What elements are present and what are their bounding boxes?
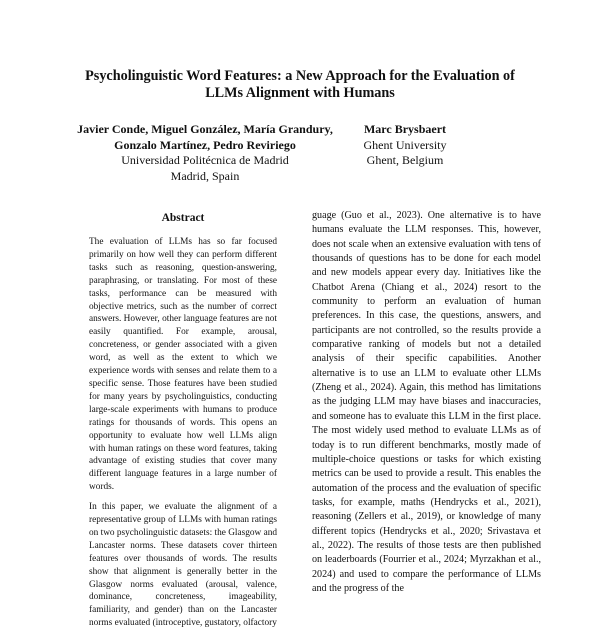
author-block-left [40, 122, 370, 184]
abstract-paragraph-1: The evaluation of LLMs has so far focused primarily on how well they can perform different tasks such as reasoning, question-answering, paraphrasing, or translating. For most of these tasks, performance can be measured with objective metrics, such as the number of correct answers. However, other language features are not easily quantified. For example, arousal, concreteness, or gender associated with a given word, as well as the extent to which we experience words with senses and relate them to a specific sense. Those features have been studied for many years by psycholinguistics, conducting large-scale experiments with humans to produce ratings for thousands of words. This opens an opportunity to evaluate how well LLMs align with human ratings on these word features, taking advantage of existing studies that cover many different language features in a large number of words. [89, 237, 277, 493]
title-line-2: LLMs Alignment with Humans [205, 85, 395, 101]
author-location: Ghent, Belgium [366, 153, 444, 168]
author-affiliation: Ghent University [363, 137, 447, 152]
author-affiliation: Universidad Politécnica de Madrid [121, 153, 289, 168]
abstract-paragraph-2: In this paper, we evaluate the alignment of a representative group of LLMs with human ratings on two psycholinguistic datasets: the Glasgow and Lancaster norms. These datasets cover thirteen features over thousands of words. The results show that alignment is generally better in the Glasgow norms evaluated (arousal, valence, dominance, concreteness, imageability, familiarity, and gender) than on the Lancaster norms evaluated (introceptive, gustatory, olfactory [89, 502, 277, 629]
abstract-heading: Abstract [161, 212, 205, 224]
abstract-body [89, 236, 277, 637]
author-block-right [350, 122, 460, 169]
body-column-right [312, 209, 541, 596]
title-line-1: Psycholinguistic Word Features: a New Approach for the Evaluation of [85, 68, 515, 84]
author-names-line-1: Javier Conde, Miguel González, María Grandury, [77, 122, 333, 136]
body-paragraph: guage (Guo et al., 2023). One alternative is to have humans evaluate the LLM responses. This, however, does not scale when an extensive evaluation with tens of thousands of questions has to be done for each model and new models appear every day. Initiatives like the Chatbot Arena (Chiang et al., 2024) resort to the community to perform an evaluation of human preferences. In this case, the questions, answers, and participants are not controlled, so the results provide a comparative ranking of models but not a detailed analysis of their specific capabilities. Another alternative is to use an LLM to evaluate other LLMs (Zheng et al., 2024). Again, this method has limitations as the judging LLM may have biases and inaccuracies, and someone has to evaluate this LLM in the first place. The most widely used method to evaluate LLMs as of today is to run different benchmarks, mostly made of multiple-choice questions or tasks for which existing metrics can be used to provide a result. This enables the automation of the process and the evaluation of specific tasks, for example, maths (Hendrycks et al., 2021), reasoning (Zellers et al., 2019), or knowledge of many different topics (Hendrycks et al., 2020; Srivastava et al., 2022). The results of those tests are then published on leaderboards (Fourrier et al., 2024; Myrzakhan et al., 2024) and used to compare the performance of LLMs and the progress of the [312, 210, 541, 594]
paper-title [40, 68, 560, 102]
author-names-line-2: Gonzalo Martínez, Pedro Reviriego [114, 137, 296, 152]
author-name: Marc Brysbaert [363, 122, 447, 136]
author-location: Madrid, Spain [170, 168, 240, 183]
